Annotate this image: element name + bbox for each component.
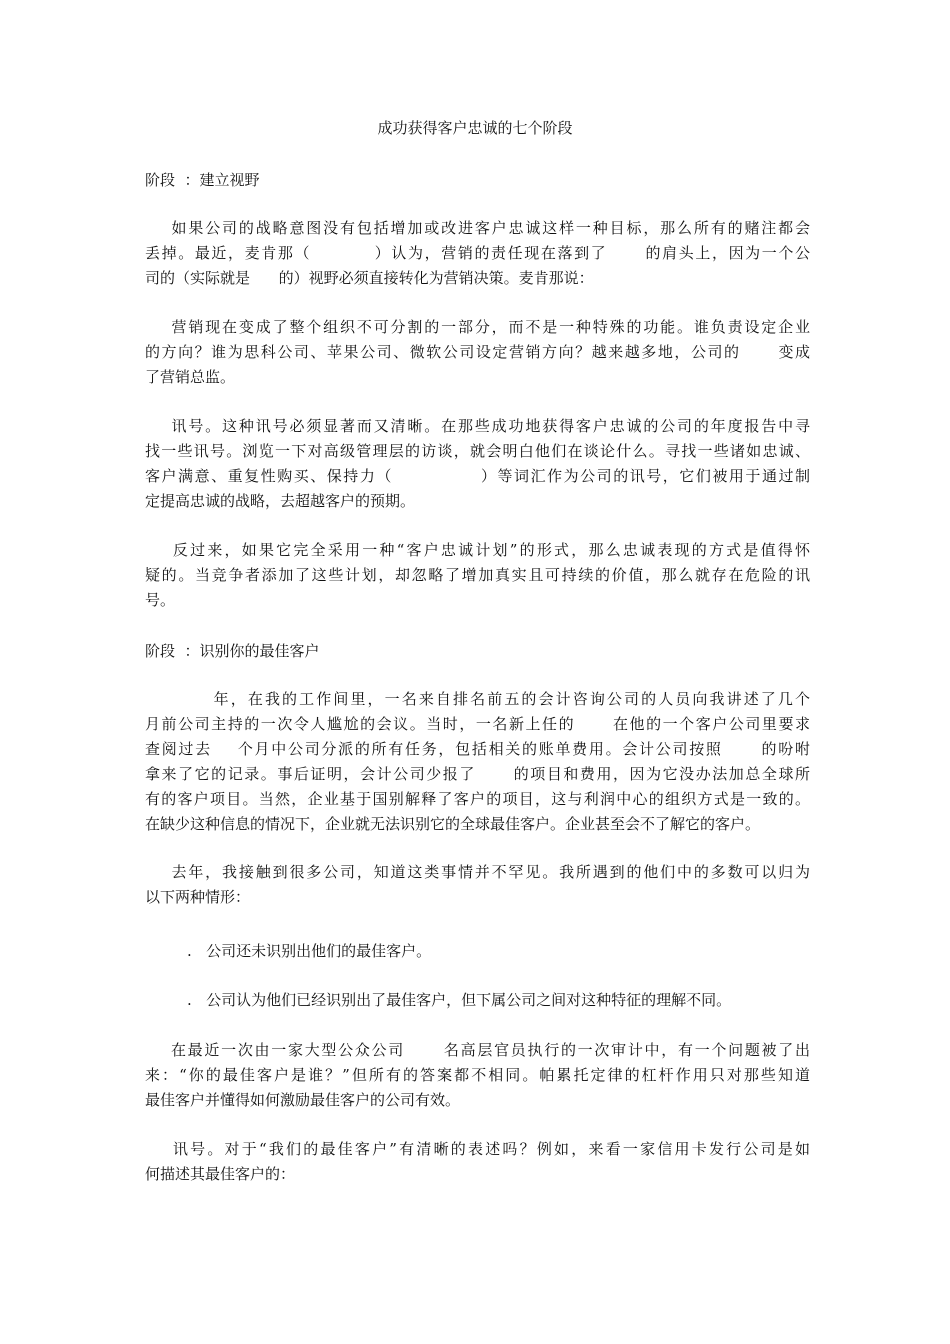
paragraph-line: 在缺少这种信息的情况下，企业就无法识别它的全球最佳客户。企业甚至会不了解它的客户。 bbox=[145, 815, 761, 833]
stage-1-heading: 阶段 ：建立视野 bbox=[145, 171, 260, 189]
paragraph-line: 客户满意、重复性购买、保持力（ ）等词汇作为公司的讯号，它们被用于通过制 bbox=[145, 467, 810, 485]
paragraph-line: 来：“你的最佳客户是谁？”但所有的答案都不相同。帕累托定律的杠杆作用只对那些知道 bbox=[145, 1066, 810, 1084]
paragraph-line: 司的（实际就是 的）视野必须直接转化为营销决策。麦肯那说： bbox=[145, 269, 594, 287]
paragraph-line: 最佳客户并懂得如何激励最佳客户的公司有效。 bbox=[145, 1091, 461, 1109]
paragraph-line: 讯号。对于“我们的最佳客户”有清晰的表述吗？例如，来看一家信用卡发行公司是如 bbox=[145, 1140, 810, 1158]
paragraph-2 bbox=[145, 315, 810, 390]
paragraph-line: 讯号。这种讯号必须显著而又清晰。在那些成功地获得客户忠诚的公司的年度报告中寻 bbox=[145, 417, 810, 435]
paragraph-7 bbox=[145, 1038, 810, 1113]
paragraph-line: 了营销总监。 bbox=[145, 368, 236, 386]
paragraph-line: 如果公司的战略意图没有包括增加或改进客户忠诚这样一种目标，那么所有的赌注都会 bbox=[145, 219, 810, 237]
paragraph-line: 查阅过去 个月中公司分派的所有任务，包括相关的账单费用。会计公司按照 的吩咐 bbox=[145, 740, 810, 758]
paragraph-line: 找一些讯号。浏览一下对高级管理层的访谈，就会明白他们在谈论什么。寻找一些诸如忠诚、 bbox=[145, 442, 810, 460]
paragraph-line: 去年，我接触到很多公司，知道这类事情并不罕见。我所遇到的他们中的多数可以归为 bbox=[145, 863, 810, 881]
paragraph-line: 疑的。当竞争者添加了这些计划，却忽略了增加真实且可持续的价值，那么就存在危险的讯 bbox=[145, 566, 810, 584]
paragraph-line: 拿来了它的记录。事后证明，会计公司少报了 的项目和费用，因为它没办法加总全球所 bbox=[145, 765, 810, 783]
document-title: 成功获得客户忠诚的七个阶段 bbox=[377, 119, 573, 137]
paragraph-line: 年，在我的工作间里，一名来自排名前五的会计咨询公司的人员向我讲述了几个 bbox=[145, 690, 810, 708]
stage-2-heading: 阶段 ：识别你的最佳客户 bbox=[145, 642, 320, 660]
paragraph-4 bbox=[145, 538, 810, 613]
paragraph-line: 丢掉。最近，麦肯那（ ）认为，营销的责任现在落到了 的肩头上，因为一个公 bbox=[145, 244, 810, 262]
paragraph-line: 以下两种情形： bbox=[145, 888, 251, 906]
paragraph-line: 有的客户项目。当然，企业基于国别解释了客户的项目，这与利润中心的组织方式是一致的。 bbox=[145, 790, 810, 808]
paragraph-line: 月前公司主持的一次令人尴尬的会议。当时，一名新上任的 在他的一个客户公司里要求 bbox=[145, 715, 810, 733]
paragraph-3 bbox=[145, 414, 810, 514]
list-item: . 公司还未识别出他们的最佳客户。 bbox=[187, 942, 432, 960]
paragraph-line: 何描述其最佳客户的： bbox=[145, 1165, 296, 1183]
paragraph-6 bbox=[145, 860, 810, 910]
paragraph-1 bbox=[145, 216, 810, 291]
paragraph-line: 在最近一次由一家大型公众公司 名高层官员执行的一次审计中，有一个问题被了出 bbox=[145, 1041, 810, 1059]
paragraph-line: 营销现在变成了整个组织不可分割的一部分，而不是一种特殊的功能。谁负责设定企业 bbox=[145, 318, 810, 336]
paragraph-line: 定提高忠诚的战略，去超越客户的预期。 bbox=[145, 492, 416, 510]
paragraph-5 bbox=[145, 687, 810, 837]
list-item: . 公司认为他们已经识别出了最佳客户，但下属公司之间对这种特征的理解不同。 bbox=[187, 991, 732, 1009]
paragraph-line: 反过来，如果它完全采用一种“客户忠诚计划”的形式，那么忠诚表现的方式是值得怀 bbox=[145, 541, 810, 559]
paragraph-line: 号。 bbox=[145, 591, 176, 609]
paragraph-8 bbox=[145, 1137, 810, 1187]
paragraph-line: 的方向？谁为思科公司、苹果公司、微软公司设定营销方向？越来越多地，公司的 变成 bbox=[145, 343, 810, 361]
